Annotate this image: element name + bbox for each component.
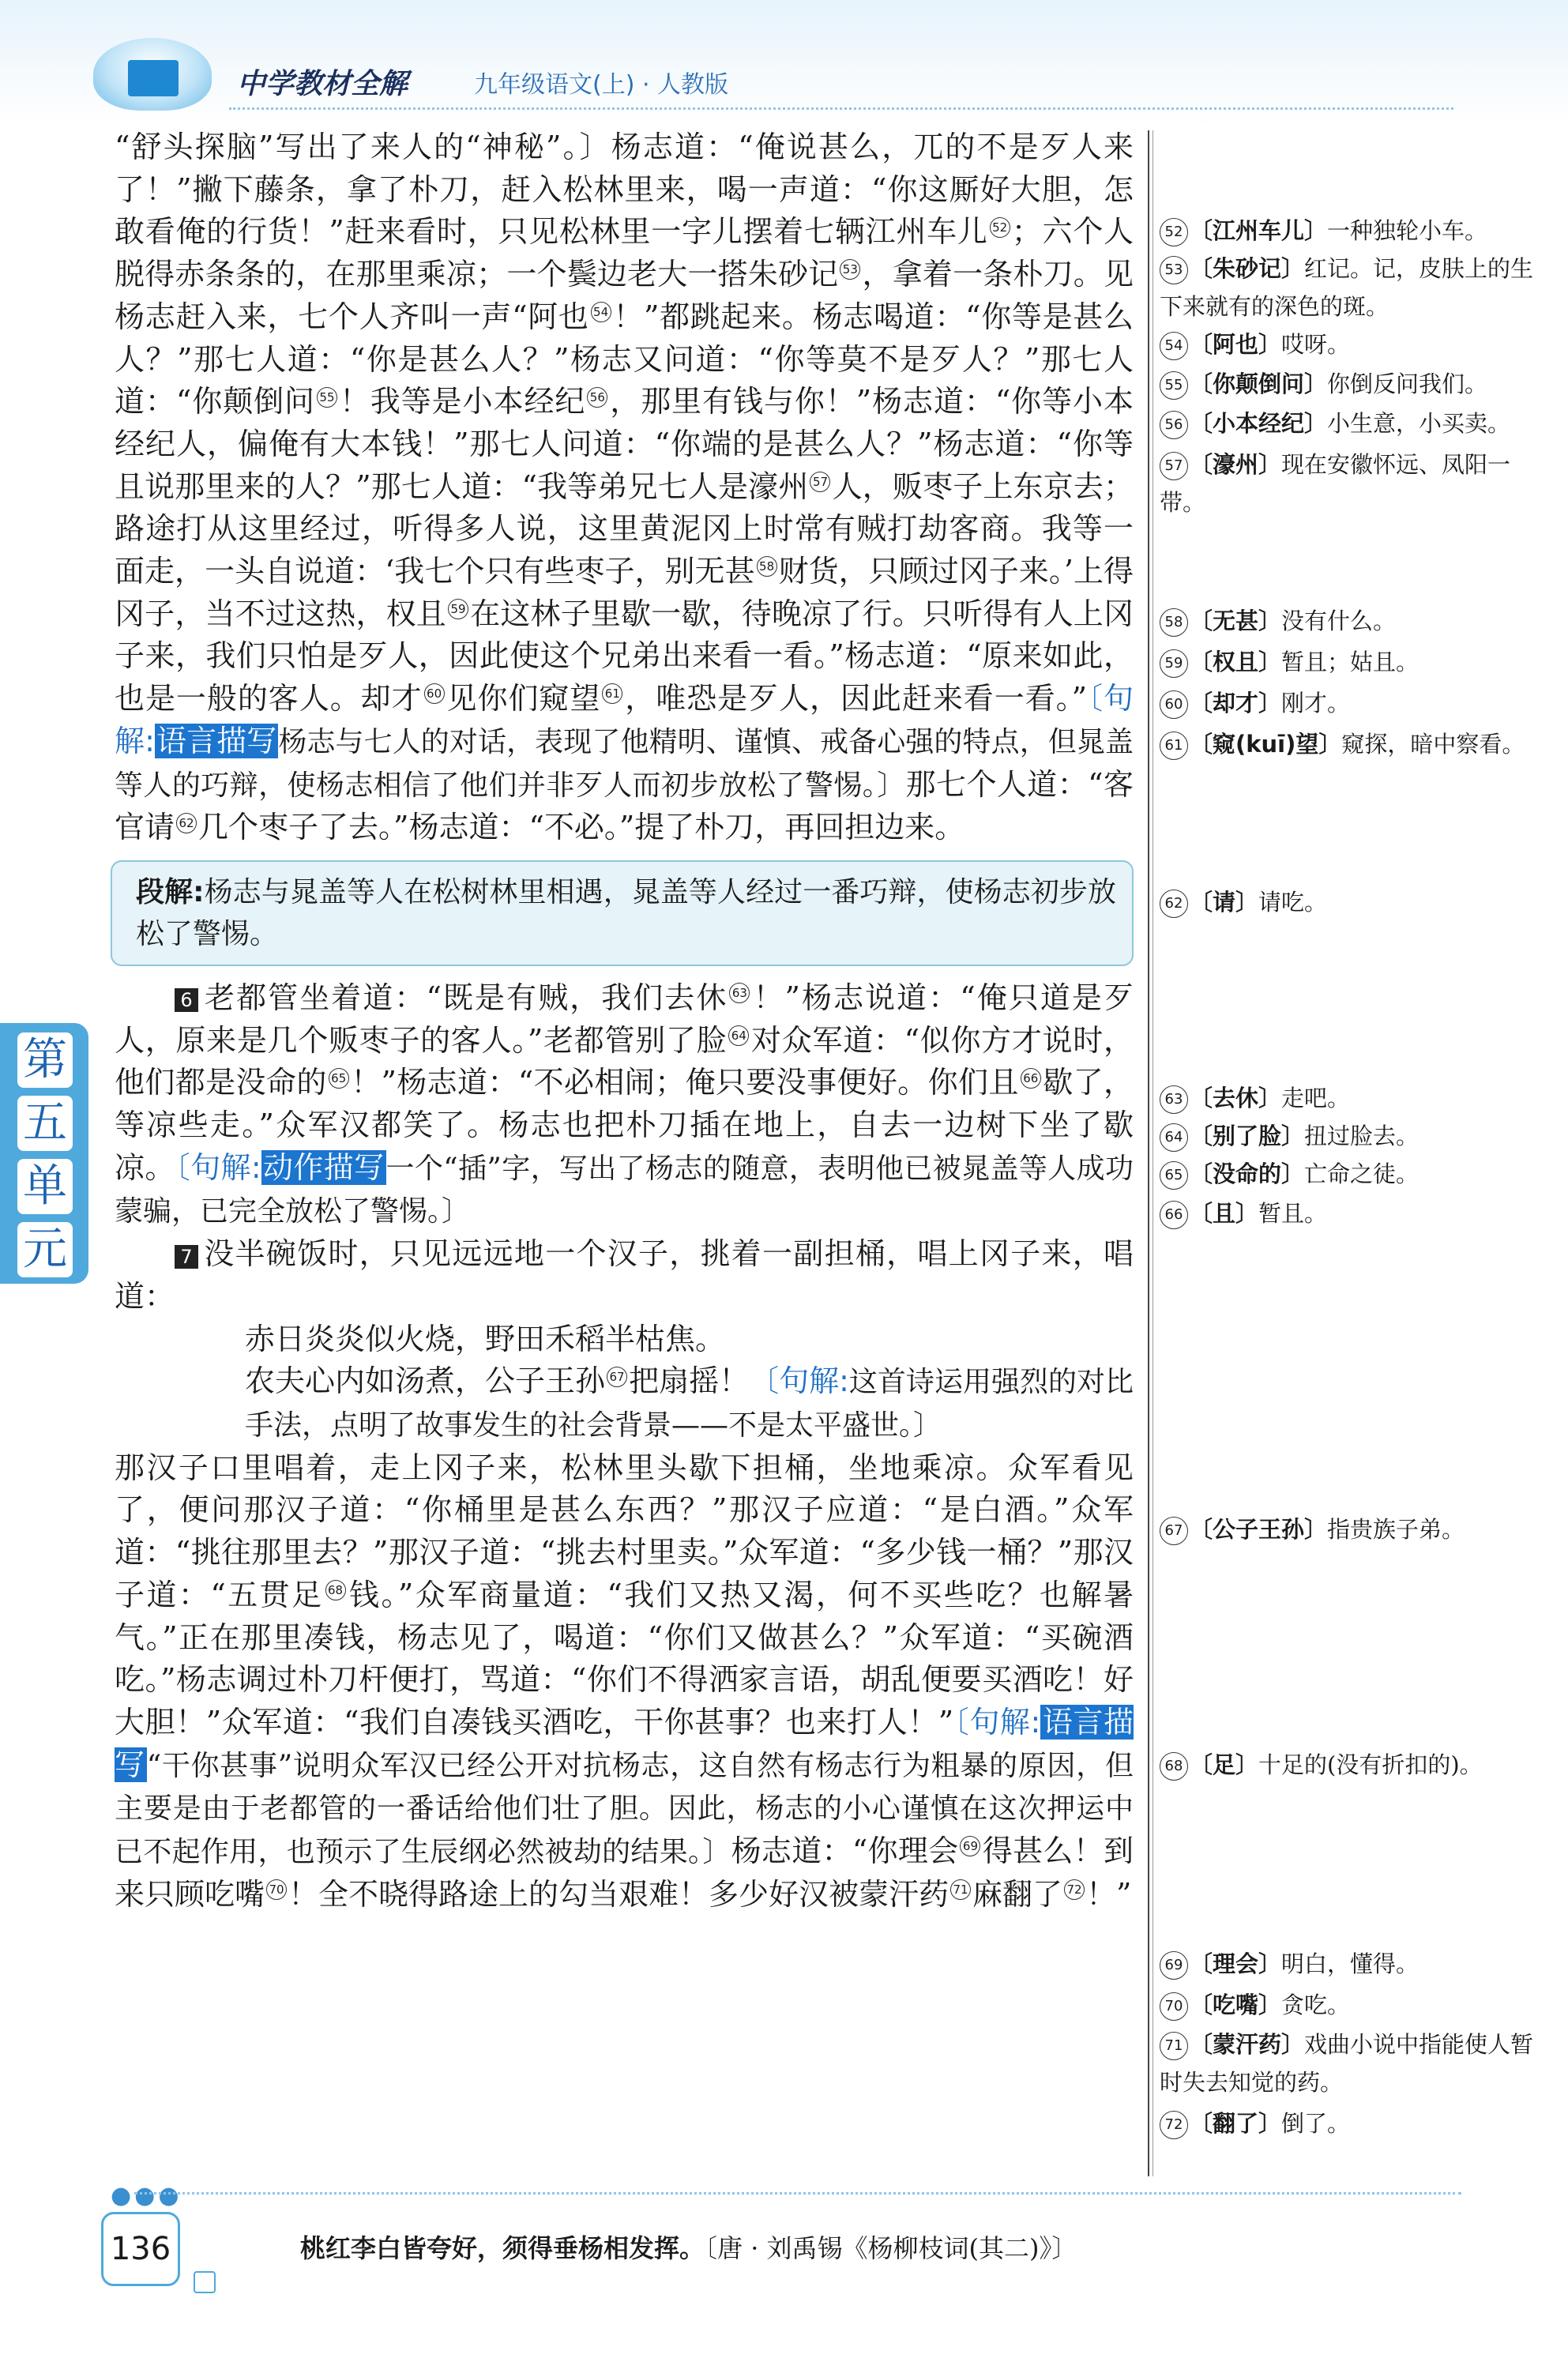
paragraph-5-continued: “舒头探脑”写出了来人的“神秘”。〕杨志道：“俺说甚么，兀的不是歹人来了！”撇下藤条，拿了朴刀，赶入松林里来，喝一声道：“你这厮好大胆，怎敢看俺的行货！”赶来看时，只见松林里一字儿摆着七辆江州车儿 52 ；六个人脱得赤条条的，在那里乘凉；一个鬓边老大一搭朱砂记 53 ，拿着一条朴刀。见杨志赶入来，七个人齐叫一声“阿也 54 ！”都跳起来。杨志喝道：“你等是甚么人？”那七人道：“你是甚么人？”杨志又问道：“你等莫不是歹人？”那七人道：“你颠倒问 55 ！我等是小本经纪 56 ，那里有钱与你！”杨志道：“你等小本经纪人，偏俺有大本钱！”那七人问道：“你端的是甚么人？”杨志道：“你等且说那里来的人？”那七人道：“我等弟兄七人是濠州 57 人，贩枣子上东京去；路途打从这里经过，听得多人说，这里黄泥冈上时常有贼打劫客商。我等一面走，一头自说道：‘我七个只有些枣子，别无甚 58 财货，只顾过冈子来。’上得冈子，当不过这热，权且 59 在这林子里歇一歇，待晚凉了行。只听得有人上冈子来，我们只怕是歹人，因此使这个兄弟出来看一看。”杨志道：“原来如此，也是一般的客人。却才 60 见你们窥望 61 ，唯恐是歹人，因此赶来看一看。”〔句解:语言描写杨志与七人的对话，表现了他精明、谨慎、戒备心强的特点，但晁盖等人的巧辩，使杨志相信了他们并非歹人而初步放松了警惕。〕那七个人道：“客官请 62 几个枣子了去。”杨志道：“不必。”提了朴刀，再回担边来。 <box>115 130 1134 845</box>
page-number: 136 <box>101 2212 180 2286</box>
sentence-analysis-comment: 一个“插”字，写出了杨志的随意，表明他已被晁盖等人成功蒙骗，已完全放松了警惕。〕 <box>115 1152 1134 1228</box>
unit-tab-char: 第 <box>17 1032 73 1088</box>
note-52: 52 〔江州车儿〕一种独轮小车。 <box>1160 212 1547 250</box>
sentence-analysis-comment: 杨志与七人的对话，表现了他精明、谨慎、戒备心强的特点，但晁盖等人的巧辩，使杨志相信了他们并非歹人而初步放松了警惕。〕 <box>115 725 1134 802</box>
sentence-analysis-label: 〔句解: <box>953 1704 1041 1740</box>
sentence-analysis-label: 〔句解: <box>115 681 1134 758</box>
note-71: 71 〔蒙汗药〕戏曲小说中指能使人暂时失去知觉的药。 <box>1160 2031 1534 2096</box>
highlight-tag: 语言描写 <box>115 1704 1134 1782</box>
note-53: 53 〔朱砂记〕红记。记，皮肤上的生下来就有的深色的斑。 <box>1160 255 1534 320</box>
footnote-marker: 67 <box>607 1367 627 1387</box>
quote-source: 〔唐 · 刘禹锡《杨柳枝词(其二)》〕 <box>705 2233 1077 2263</box>
footer-dots-decoration: ●●● <box>111 2182 182 2210</box>
note-63: 63 〔去休〕走吧。 <box>1160 1079 1547 1117</box>
footnote-marker: 52 <box>990 217 1010 238</box>
poem-line-2: 农夫心内如汤煮，公子王孙 67 把扇摇！〔句解:这首诗运用强烈的对比手法，点明了故事发生的社会背景——不是太平盛世。〕 <box>245 1363 1134 1442</box>
summary-label: 段解: <box>136 875 205 908</box>
sentence-analysis-label: 〔句解: <box>175 1149 261 1185</box>
paragraph-number: 6 <box>175 988 198 1012</box>
footnote-marker: 70 <box>266 1879 287 1900</box>
note-65: 65 〔没命的〕亡命之徒。 <box>1160 1155 1547 1193</box>
note-62: 62 〔请〕请吃。 <box>1160 883 1547 921</box>
footnote-marker: 61 <box>602 683 622 704</box>
note-55: 55 〔你颠倒问〕你倒反问我们。 <box>1160 365 1547 403</box>
note-69: 69 〔理会〕明白，懂得。 <box>1160 1945 1547 1983</box>
sentence-analysis-comment: 这首诗运用强烈的对比手法，点明了故事发生的社会背景——不是太平盛世。〕 <box>245 1366 1134 1442</box>
footnote-marker: 69 <box>960 1836 980 1856</box>
footnote-marker: 59 <box>448 599 468 619</box>
footnote-marker: 66 <box>1021 1068 1041 1089</box>
footer-quote <box>300 2229 1077 2267</box>
paragraph-6: 6 老都管坐着道：“既是有贼，我们去休 63 ！”杨志说道：“俺只道是歹人，原来是几个贩枣子的客人。”老都管别了脸 64 对众军道：“似你方才说时，他们都是没命的 65 ！”杨志道：“不必相闹；俺只要没事便好。你们且 66 歇了，等凉些走。”众军汉都笑了。杨志也把朴刀插在地上，自去一边树下坐了歇凉。〔句解:动作描写一个“插”字，写出了杨志的随意，表明他已被晁盖等人成功蒙骗，已完全放松了警惕。〕 <box>115 980 1134 1228</box>
note-61: 61 〔窥(kuī)望〕窥探，暗中察看。 <box>1160 725 1547 763</box>
note-72: 72 〔翻了〕倒了。 <box>1160 2104 1547 2142</box>
note-57: 57 〔濠州〕现在安徽怀远、凤阳一带。 <box>1160 451 1511 516</box>
main-text-column <box>115 126 1134 1916</box>
footnote-marker: 57 <box>810 472 830 492</box>
paragraph-7: 7 没半碗饭时，只见远远地一个汉子，挑着一副担桶，唱上冈子来，唱道： <box>115 1236 1134 1314</box>
header-divider <box>229 107 1453 110</box>
footer-divider <box>134 2192 1461 2195</box>
footnote-marker: 68 <box>325 1580 346 1600</box>
note-70: 70 〔吃嘴〕贪吃。 <box>1160 1986 1547 2024</box>
note-68: 68 〔足〕十足的(没有折扣的)。 <box>1160 1746 1547 1784</box>
book-subtitle: 九年级语文(上) · 人教版 <box>474 71 729 99</box>
footnote-marker: 65 <box>329 1068 349 1089</box>
sentence-analysis-label: 〔句解: <box>749 1363 849 1399</box>
unit-tab-char: 元 <box>17 1222 73 1277</box>
footnote-marker: 63 <box>729 983 750 1003</box>
footnote-marker: 53 <box>840 259 860 280</box>
note-54: 54 〔阿也〕哎呀。 <box>1160 325 1547 363</box>
poem-line-1: 赤日炎炎似火烧，野田禾稻半枯焦。 <box>245 1321 726 1356</box>
note-58: 58 〔无甚〕没有什么。 <box>1160 602 1547 640</box>
note-66: 66 〔且〕暂且。 <box>1160 1194 1547 1232</box>
column-divider-inner <box>1152 130 1153 2176</box>
footnote-marker: 56 <box>587 387 607 408</box>
unit-tab-char: 五 <box>17 1096 73 1151</box>
page-number-decoration <box>194 2271 216 2293</box>
note-60: 60 〔却才〕刚才。 <box>1160 684 1547 722</box>
footnote-marker: 72 <box>1064 1879 1085 1900</box>
footnote-marker: 58 <box>757 556 777 577</box>
paragraph-7-continued: 那汉子口里唱着，走上冈子来，松林里头歇下担桶，坐地乘凉。众军看见了，便问那汉子道：“你桶里是甚么东西？”那汉子应道：“是白酒。”众军道：“挑往那里去？”那汉子道：“挑去村里卖。”众军道：“多少钱一桶？”那汉子道：“五贯足 68 钱。”众军商量道：“我们又热又渴，何不买些吃？也解暑气。”正在那里凑钱，杨志见了，喝道：“你们又做甚么？”众军道：“买碗酒吃。”杨志调过朴刀杆便打，骂道：“你们不得洒家言语，胡乱便要买酒吃！好大胆！”众军道：“我们自凑钱买酒吃，干你甚事？也来打人！”〔句解:语言描写“干你甚事”说明众军汉已经公开对抗杨志，这自然有杨志行为粗暴的原因，但主要是由于老都管的一番话给他们壮了胆。因此，杨志的小心谨慎在这次押运中已不起作用，也预示了生辰纲必然被劫的结果。〕杨志道：“你理会 69 得甚么！到来只顾吃嘴 70 ！全不晓得路途上的勾当艰难！多少好汉被蒙汗药 71 麻翻了 72 ！” <box>115 1450 1134 1912</box>
note-64: 64 〔别了脸〕扭过脸去。 <box>1160 1117 1547 1155</box>
sentence-analysis-comment: “干你甚事”说明众军汉已经公开对抗杨志，这自然有杨志行为粗暴的原因，但主要是由于老都管的一番话给他们壮了胆。因此，杨志的小心谨慎在这次押运中已不起作用，也预示了生辰纲必然被劫的结果。〕 <box>115 1749 1134 1869</box>
open-book-icon <box>128 60 179 96</box>
footnote-marker: 71 <box>950 1879 971 1900</box>
paragraph-number: 7 <box>175 1245 198 1269</box>
note-59: 59 〔权且〕暂且；姑且。 <box>1160 643 1547 681</box>
note-67: 67 〔公子王孙〕指贵族子弟。 <box>1160 1510 1547 1548</box>
column-divider <box>1148 130 1149 2176</box>
note-56: 56 〔小本经纪〕小生意，小买卖。 <box>1160 404 1547 442</box>
footnote-marker: 55 <box>317 387 337 408</box>
highlight-tag: 动作描写 <box>262 1149 385 1185</box>
summary-text: 杨志与晁盖等人在松树林里相遇，晁盖等人经过一番巧辩，使杨志初步放松了警惕。 <box>136 875 1116 950</box>
paragraph-summary-box <box>111 860 1134 966</box>
highlight-tag: 语言描写 <box>156 723 277 758</box>
unit-tab-char: 单 <box>17 1159 73 1214</box>
quote-text: 桃红李白皆夸好，须得垂杨相发挥。 <box>300 2233 705 2263</box>
footnote-marker: 60 <box>424 683 445 704</box>
footnote-marker: 54 <box>591 302 611 322</box>
footnote-marker: 64 <box>728 1025 749 1046</box>
book-title: 中学教材全解 <box>237 68 408 100</box>
unit-side-tab <box>0 1023 88 1284</box>
footnote-marker: 62 <box>176 813 197 833</box>
